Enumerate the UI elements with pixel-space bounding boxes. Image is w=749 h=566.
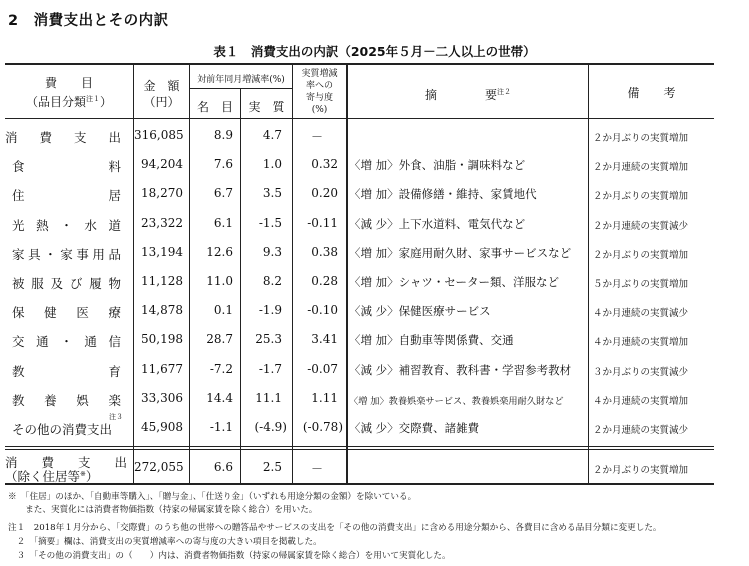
row-amount: 18,270: [141, 186, 183, 201]
row-summary: 〈増 加〉外食、油脂・調味料など: [349, 158, 526, 173]
row-nominal: 12.6: [206, 244, 233, 259]
row-real: -1.7: [258, 361, 282, 376]
row-summary: 〈減 少〉補習教育、教科書・学習参考教材: [349, 362, 572, 377]
excl-row-contribution: －: [310, 462, 323, 476]
row-contribution: -0.10: [307, 303, 338, 318]
row-name: 教 養 娯 楽: [12, 392, 121, 408]
footnote-line: ２ 「摘要」欄は、消費支出の実質増減率への寄与度の大きい項目を掲載した。: [8, 537, 322, 547]
row-nominal: 11.0: [206, 274, 233, 288]
col-divider-remarks: [588, 64, 589, 484]
header-summary: 摘 要$^{注2}$: [424, 88, 511, 102]
row-contribution: -0.07: [307, 361, 338, 376]
row-name: 光 熱 ・ 水 道: [12, 217, 121, 233]
excl-row-nominal: 6.6: [213, 460, 233, 474]
row-real: 1.0: [262, 157, 282, 172]
row-name: 教 育: [12, 363, 121, 379]
row-remark: ５か月ぶりの実質増加: [593, 279, 689, 290]
row-amount: 11,128: [141, 274, 183, 288]
row-real: 3.5: [262, 186, 282, 201]
row-remark: ２か月ぶりの実質増加: [593, 133, 689, 144]
row-nominal: 8.9: [213, 128, 233, 142]
row-contribution: 3.41: [311, 332, 338, 347]
row-nominal: 28.7: [206, 332, 233, 347]
row-nominal: -7.2: [209, 361, 233, 376]
footnote-line: ３ 「その他の消費支出」の（ ）内は、消費者物価指数（持家の帰属家賃を除く総合）を用いて実質化した。: [8, 551, 451, 561]
header-contribution: 実質増減 率への 寄与度 (%): [301, 69, 338, 115]
excl-row-rule-1: [5, 446, 714, 447]
row-amount: 14,878: [141, 303, 183, 318]
row-name: 交 通 ・ 通 信: [12, 334, 121, 350]
row-remark: ３か月ぶりの実質減少: [593, 366, 689, 378]
row-remark: ２か月連続の実質減少: [593, 220, 689, 232]
footnote-line: ※ 「住居」のほか、「自動車等購入」、「贈与金」、「仕送り金」（いずれも用途分類の金額）を除いている。: [8, 492, 417, 502]
row-contribution: 0.20: [311, 186, 338, 201]
row-nominal: 6.7: [213, 186, 233, 201]
header-amount: 金 額: [143, 79, 180, 93]
header-bottom-rule: [5, 118, 714, 119]
excl-row-rule-2: [5, 449, 714, 450]
row-amount: 45,908: [141, 420, 183, 434]
row-summary: 〈減 少〉交際費、諸雑費: [349, 421, 480, 435]
row-remark: ２か月連続の実質増加: [593, 162, 689, 174]
table-top-border: [5, 63, 714, 65]
row-summary: 〈増 加〉設備修繕・維持、家賃地代: [349, 187, 537, 202]
col-divider-summary: [346, 64, 348, 484]
row-remark: ２か月連続の実質減少: [593, 425, 689, 436]
row-amount: 316,085: [134, 128, 184, 142]
row-amount: 13,194: [141, 244, 183, 259]
header-real: 実 質: [248, 100, 285, 114]
footnote-line: 注１ 2018年１月分から、「交際費」のうち他の世帯への贈答品やサービスの支出を「その他の消費支出」に含める用途分類から、各費目に含める品目分類に変更した。: [8, 523, 662, 533]
row-real: -1.9: [258, 303, 282, 318]
row-name: 消 費 支 出: [5, 130, 121, 145]
row-contribution: 0.38: [311, 244, 338, 259]
row-contribution: -0.11: [307, 215, 338, 230]
header-yoy: 対前年同月増減率(%): [197, 75, 285, 85]
header-amount-unit: （円）: [143, 95, 180, 109]
row-amount: 94,204: [141, 157, 183, 172]
row-nominal: 14.4: [206, 390, 233, 405]
excl-row-remark: ２か月ぶりの実質増加: [593, 465, 689, 476]
row-name: 被服及び履物: [12, 276, 121, 291]
row-amount: 23,322: [141, 215, 183, 230]
row-remark: ２か月ぶりの実質増加: [593, 249, 689, 261]
section-title: 2 消費支出とその内訳: [8, 13, 169, 29]
header-nominal: 名 目: [196, 100, 233, 114]
excl-row-name-2: （除く住居等※）: [5, 469, 99, 484]
row-real: 25.3: [255, 332, 282, 347]
row-real: (-4.9): [254, 420, 287, 434]
row-contribution: 0.32: [311, 157, 338, 172]
row-remark: ４か月連続の実質増加: [593, 337, 689, 349]
row-real: 8.2: [262, 274, 282, 288]
row-real: 9.3: [262, 244, 282, 259]
row-contribution: 0.28: [311, 274, 338, 288]
row-contribution: －: [310, 130, 323, 144]
row-nominal: 6.1: [213, 215, 233, 230]
excl-row-real: 2.5: [262, 460, 282, 474]
row-contribution: (-0.78): [302, 420, 343, 434]
header-item: 費 目: [44, 76, 93, 90]
header-item-sub: （品目分類$^{注1}$）: [25, 95, 113, 109]
row-summary: 〈減 少〉上下水道料、電気代など: [349, 216, 526, 231]
row-summary: 〈増 加〉シャツ・セーター類、洋服など: [349, 275, 559, 289]
row-nominal: -1.1: [209, 420, 233, 434]
row-nominal: 0.1: [213, 303, 233, 318]
row-nominal: 7.6: [213, 157, 233, 172]
row-name: 保 健 医 療: [12, 305, 121, 321]
footnote-line: また、実質化には消費者物価指数（持家の帰属家賃を除く総合）を用いた。: [8, 505, 318, 515]
row-real: 4.7: [262, 128, 282, 142]
header-remarks: 備 考: [627, 86, 676, 100]
row-summary: 〈増 加〉教養娯楽サービス、教養娯楽用耐久財など: [349, 395, 564, 407]
table-caption: 表１ 消費支出の内訳（2025年５月－二人以上の世帯）: [213, 44, 536, 59]
excl-row-amount: 272,055: [134, 460, 184, 474]
row-real: 11.1: [255, 390, 282, 405]
row-real: -1.5: [258, 215, 282, 230]
row-name: 食 料: [12, 159, 121, 175]
row-name: 家具・家事用品: [12, 246, 121, 262]
row-remark: ４か月連続の実質増加: [593, 395, 689, 407]
excl-row-name-1: 消 費 支 出: [5, 455, 127, 470]
row-amount: 11,677: [141, 361, 183, 376]
row-summary: 〈増 加〉自動車等関係費、交通: [349, 333, 514, 348]
row-summary: 〈増 加〉家庭用耐久財、家事サービスなど: [349, 245, 572, 260]
row-remark: ４か月連続の実質減少: [593, 308, 689, 320]
row-contribution: 1.11: [311, 390, 338, 405]
row-amount: 50,198: [141, 332, 183, 347]
row-summary: 〈減 少〉保健医療サービス: [349, 304, 491, 319]
row-remark: ２か月ぶりの実質増加: [593, 191, 689, 203]
row-amount: 33,306: [141, 390, 183, 405]
row-name: その他の消費支出 注３: [12, 413, 123, 437]
row-name: 住 居: [12, 188, 121, 204]
